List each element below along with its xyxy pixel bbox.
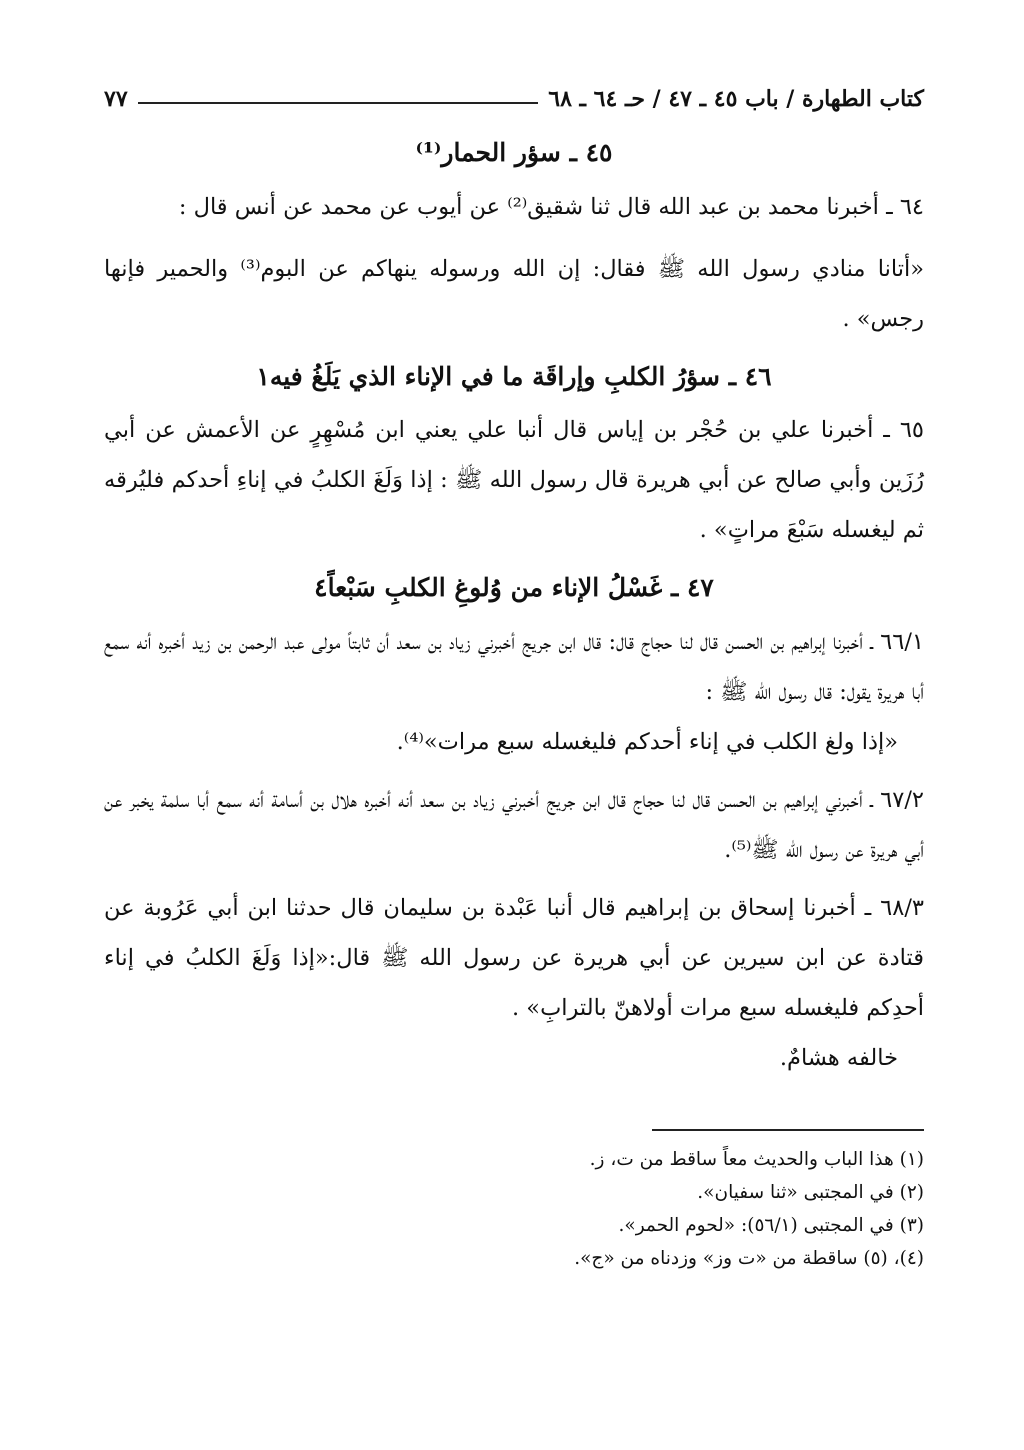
footnotes-list (104, 1143, 924, 1275)
book-page (104, 78, 924, 1398)
hadith-64: ٦٤ ـ أخبرنا محمد بن عبد الله قال ثنا شقيق⁽²⁾ عن أيوب عن محمد عن أنس قال : (178, 193, 924, 220)
running-head-rule (138, 102, 539, 104)
chapter-heading-45: ٤٥ ـ سؤر الحمار⁽¹⁾ (415, 138, 613, 167)
hadith-68-note: خالفه هشامٌ. (779, 1044, 898, 1071)
hadith-67: ٦٧/٢ ـ أخبرني إبراهيم بن الحسن قال لنا حجاج قال ابن جريج أخبرني زياد بن سعد أنه أخبره هلال بن أسامة أنه سمع أبا سلمة يخبر عن أبي هريرة عن رسول الله ﷺ⁽⁵⁾. (104, 786, 924, 863)
hadith-64-text: «أتانا منادي رسول الله ﷺ فقال: إن الله ورسوله ينهاكم عن البوم⁽³⁾ والحمير فإنها رجس» . (104, 255, 925, 332)
running-head-title: كتاب الطهارة / باب ٤٥ ـ ٤٧ / حـ ٦٤ ـ ٦٨ (548, 86, 924, 112)
footnote-3: (٣) في المجتبى (٥٦/١): «لحوم الحمر». (618, 1214, 924, 1236)
hadith-66-text: «إذا ولغ الكلب في إناء أحدكم فليغسله سبع مرات»⁽⁴⁾. (396, 728, 898, 755)
hadith-68: ٦٨/٣ ـ أخبرنا إسحاق بن إبراهيم قال أنبا عَبْدة بن سليمان قال حدثنا ابن أبي عَرُوبة عن قتادة عن ابن سيرين عن أبي هريرة عن رسول الله ﷺ قال:«إذا وَلَغَ الكلبُ في إناء أحدِكم فليغسله سبع مرات أولاهنّ بالترابِ» . (104, 894, 924, 1021)
footnote-1: (١) هذا الباب والحديث معاً ساقط من ت، ز. (589, 1148, 924, 1170)
footnote-4-5: (٤)، (٥) ساقطة من «ت وز» وزدناه من «ج». (574, 1247, 924, 1269)
footnote-2: (٢) في المجتبى «ثنا سفيان». (697, 1181, 924, 1203)
running-head (104, 78, 924, 120)
hadith-65: ٦٥ ـ أخبرنا علي بن حُجْر بن إياس قال أنبا علي يعني ابن مُسْهِرٍ عن الأعمش عن أبي رُزَين وأبي صالح عن أبي هريرة قال رسول الله ﷺ : إذا وَلَغَ الكلبُ في إناءِ أحدكم فليُرقه ثم ليغسله سَبْعَ مراتٍ» . (104, 417, 924, 543)
page-number: ٧٧ (104, 86, 128, 112)
chapter-heading-46: ٤٦ ـ سؤرُ الكلبِ وإراقَة ما في الإناء الذي يَلَغُ فيه١ (256, 361, 772, 391)
chapter-heading-47: ٤٧ ـ غَسْلُ الإناء من وُلوغِ الكلبِ سَبْعاً٤ (314, 573, 714, 602)
hadith-66: ٦٦/١ ـ أخبرنا إبراهيم بن الحسن قال لنا حجاج قال: قال ابن جريج أخبرني زياد بن سعد أن ثابتاً مولى عبد الرحمن بن زيد أخبره أنه سمع أبا هريرة يقول: قال رسول الله ﷺ : (104, 628, 924, 705)
footnote-divider (652, 1129, 924, 1131)
